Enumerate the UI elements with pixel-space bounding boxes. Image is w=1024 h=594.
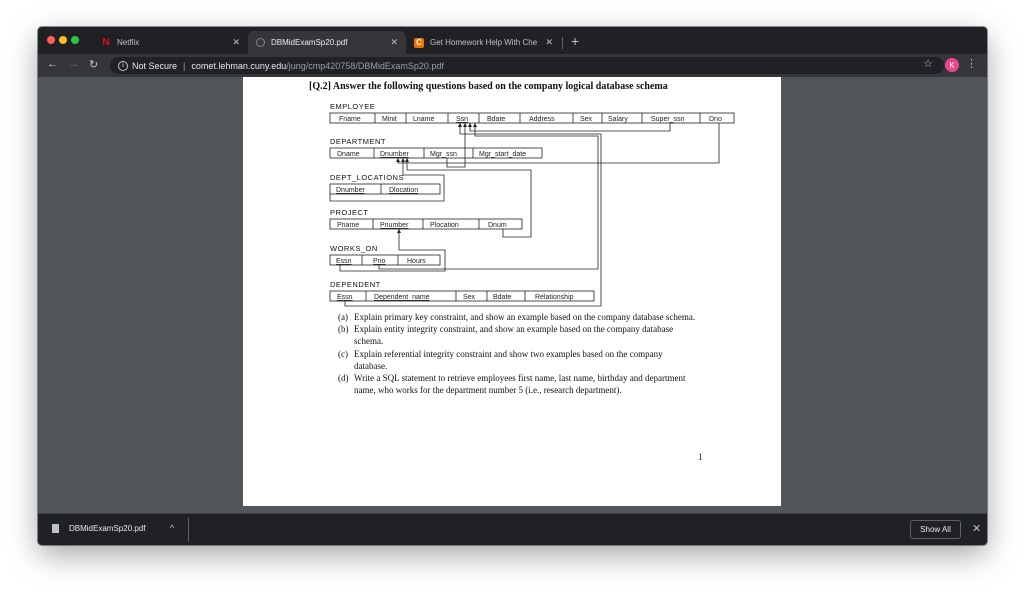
url-path: /jung/cmp420758/DBMidExamSp20.pdf: [286, 60, 444, 71]
download-shelf: [38, 513, 987, 545]
tab-title: DBMidExamSp20.pdf: [271, 38, 348, 47]
project-col-pk: Pnumber: [380, 222, 409, 229]
question-title: [Q.2] Answer the following questions based on the company logical database schema: [309, 81, 668, 92]
close-window-button[interactable]: [47, 36, 55, 44]
employee-col-pk: Ssn: [456, 116, 469, 123]
omnibox-divider: |: [183, 60, 186, 71]
chegg-icon: C: [414, 38, 424, 48]
question-list: [338, 311, 698, 396]
employee-col: Address: [529, 116, 555, 123]
new-tab-button[interactable]: +: [571, 33, 580, 49]
dependent-col-pk: Dependent_name: [374, 294, 430, 301]
department-col: Dname: [337, 151, 360, 158]
question-text: Explain entity integrity constraint, and show an example based on the company database schema.: [354, 324, 674, 347]
question-item: [338, 323, 698, 347]
table-label-employee: EMPLOYEE: [330, 102, 376, 111]
security-label: Not Secure: [132, 60, 178, 71]
employee-col: Bdate: [487, 116, 506, 123]
tab-title: Netflix: [117, 38, 140, 47]
question-text: Explain referential integrity constraint and show two examples based on the company database.: [354, 348, 663, 371]
department-col: Mgr_start_date: [479, 151, 527, 158]
address-bar[interactable]: [110, 57, 944, 74]
question-item: [338, 348, 698, 372]
globe-icon: [256, 38, 265, 47]
works-on-col: Hours: [407, 258, 426, 265]
department-col-pk: Dnumber: [380, 151, 409, 158]
dependent-col: Sex: [463, 294, 476, 301]
toolbar: [38, 54, 987, 77]
dept-locations-col-pk: Dnumber: [336, 187, 365, 194]
question-number: (a): [338, 312, 348, 322]
browser-window: [38, 27, 987, 545]
kebab-menu-icon[interactable]: ⋮: [966, 58, 977, 70]
dept-locations-col-pk: Dlocation: [389, 187, 419, 194]
minimize-window-button[interactable]: [59, 36, 67, 44]
question-item: [338, 311, 698, 323]
page-number: 1: [698, 452, 703, 462]
maximize-window-button[interactable]: [71, 36, 79, 44]
table-label-works-on: WORKS_ON: [330, 244, 378, 253]
employee-col: Fname: [339, 116, 361, 123]
question-text: Explain primary key constraint, and show an example based on the company database schema.: [354, 312, 696, 322]
employee-col: Salary: [608, 116, 628, 123]
tab-title: Get Homework Help With Che: [430, 38, 538, 47]
schema-diagram: [243, 77, 781, 307]
pdf-page: [243, 77, 781, 506]
tab-pdf[interactable]: [248, 31, 406, 54]
table-label-project: PROJECT: [330, 208, 369, 217]
table-label-dependent: DEPENDENT: [330, 280, 381, 289]
dependent-col: Relationship: [535, 294, 574, 301]
back-icon[interactable]: ←: [47, 58, 58, 70]
question-number: (d): [338, 373, 349, 384]
tab-separator: [562, 37, 563, 49]
works-on-col-pk: Essn: [336, 258, 352, 265]
forward-icon[interactable]: →: [68, 58, 79, 70]
tab-chegg[interactable]: [406, 31, 561, 54]
close-tab-icon[interactable]: ✕: [390, 37, 398, 47]
employee-col: Super_ssn: [651, 116, 685, 123]
download-divider: [188, 518, 189, 542]
dependent-col-pk: Essn: [337, 294, 353, 301]
download-item[interactable]: [52, 524, 145, 533]
close-icon[interactable]: ✕: [972, 523, 982, 535]
profile-avatar[interactable]: K: [945, 58, 959, 72]
table-label-dept-locations: DEPT_LOCATIONS: [330, 173, 404, 182]
question-number: (c): [338, 348, 348, 359]
netflix-icon: N: [102, 37, 110, 48]
question-item: [338, 372, 698, 396]
project-col: Dnum: [488, 222, 507, 229]
bookmark-star-icon[interactable]: ☆: [923, 58, 933, 70]
question-number: (b): [338, 324, 349, 335]
table-label-department: DEPARTMENT: [330, 137, 386, 146]
close-tab-icon[interactable]: ✕: [545, 37, 553, 47]
pdf-viewer[interactable]: [38, 77, 987, 513]
project-col: Pname: [337, 222, 360, 229]
file-icon: [52, 524, 59, 533]
download-filename: DBMidExamSp20.pdf: [69, 524, 146, 533]
chevron-up-icon[interactable]: ^: [170, 523, 175, 533]
info-icon[interactable]: i: [118, 61, 128, 71]
reload-icon[interactable]: ↻: [89, 59, 99, 71]
employee-col: Minit: [382, 116, 397, 123]
works-on-col-pk: Pno: [373, 258, 386, 265]
show-all-button[interactable]: Show All: [910, 520, 961, 539]
employee-col: Sex: [580, 116, 593, 123]
close-tab-icon[interactable]: ✕: [232, 37, 240, 47]
project-col: Plocation: [430, 222, 459, 229]
department-col: Mgr_ssn: [430, 151, 457, 158]
tab-bar: [38, 27, 987, 54]
employee-col: Dno: [709, 116, 722, 123]
tab-netflix[interactable]: [93, 31, 248, 54]
employee-col: Lname: [413, 116, 435, 123]
dependent-col: Bdate: [493, 294, 512, 301]
url-host: comet.lehman.cuny.edu: [191, 60, 287, 71]
question-text: Write a SQL statement to retrieve employees first name, last name, birthday and department name, who works for the department number 5 (i.e., research department).: [354, 373, 686, 396]
